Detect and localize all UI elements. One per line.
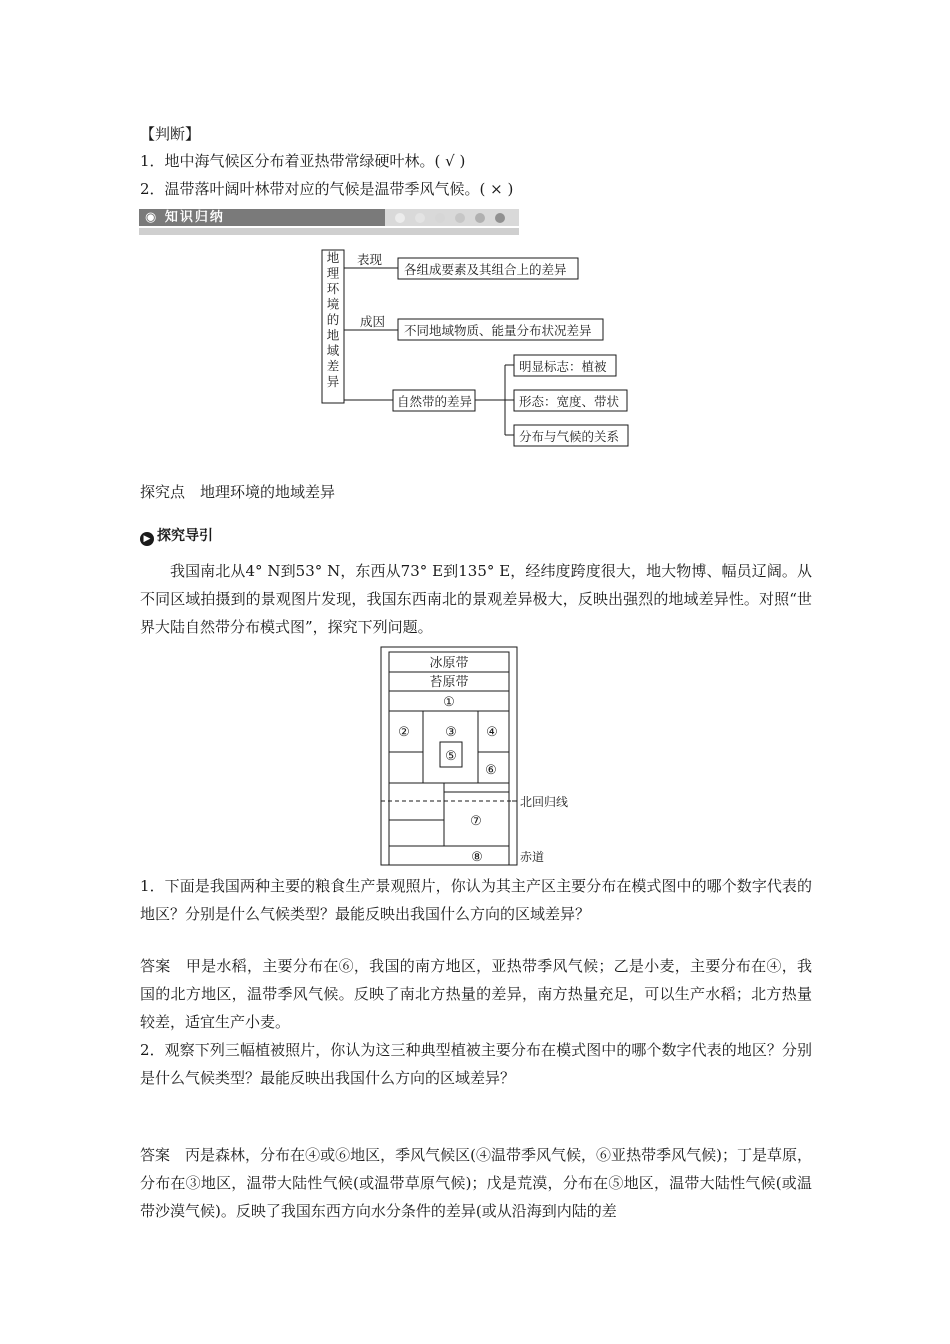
guide-heading (140, 525, 213, 546)
concept-text-cause: 不同地域物质、能量分布状况差异 (404, 323, 592, 338)
question-1: 1．下面是我国两种主要的粮食生产景观照片，你认为其主产区主要分布在模式图中的哪个数字代表的地区？分别是什么气候类型？最能反映出我国什么方向的区域差异？ (140, 877, 812, 923)
tropic-label: 北回归线 (520, 795, 569, 809)
concept-root-text: 地理环境的地域差异 (326, 250, 340, 389)
judge-item-1: 1．地中海气候区分布着亚热带常绿硬叶林。( √ ) (140, 152, 466, 170)
concept-label-cause: 成因 (360, 314, 386, 329)
play-icon: ▶ (140, 532, 154, 546)
section-title: 探究点 地理环境的地域差异 (140, 483, 336, 501)
concept-sub-text: 明显标志：植被 (519, 359, 607, 374)
zone-label: ④ (486, 725, 498, 740)
zone-label: ⑧ (471, 850, 483, 865)
concept-text-expression: 各组成要素及其组合上的差异 (404, 262, 567, 277)
target-icon: ◉ (145, 210, 159, 225)
zone-label: 冰原带 (429, 656, 469, 671)
question-2: 2．观察下列三幅植被照片，你认为这三种典型植被主要分布在模式图中的哪个数字代表的地区？分别是什么气候类型？最能反映出我国什么方向的区域差异？ (140, 1041, 812, 1087)
guide-title: 探究导引 (157, 528, 213, 544)
zone-label: ② (398, 725, 410, 740)
banner-title-text: 知识归纳 (164, 210, 225, 225)
answer-1: 答案 甲是水稻，主要分布在⑥，我国的南方地区，亚热带季风气候；乙是小麦，主要分布在④，我国的北方地区，温带季风气候。反映了南北方热量的差异，南方热量充足，可以生产水稻；北方热量较差，适宜生产小麦。 (140, 957, 812, 1031)
natural-zone-diagram (0, 640, 950, 870)
equator-label: 赤道 (520, 850, 545, 864)
zone-label: ③ (445, 725, 457, 740)
judge-heading: 【判断】 (140, 125, 201, 143)
zone-label: ⑦ (470, 814, 482, 829)
zone-label: ① (443, 695, 455, 710)
concept-sub-text: 分布与气候的关系 (519, 429, 620, 444)
concept-map (0, 0, 950, 460)
answer-2: 答案 丙是森林，分布在④或⑥地区，季风气候区(④温带季风气候，⑥亚热带季风气候)；丁是草原，分布在③地区，温带大陆性气候(或温带草原气候)；戊是荒漠，分布在⑤地区，温带大陆性气候(或温带沙漠气候)。反映了我国东西方向水分条件的差异(或从沿海到内陆的差 (140, 1146, 812, 1220)
judge-item-2: 2．温带落叶阔叶林带对应的气候是温带季风气候。( × ) (140, 180, 514, 198)
concept-label-expression: 表现 (357, 252, 383, 267)
zone-label: ⑤ (445, 749, 457, 764)
zone-label: 苔原带 (429, 675, 469, 690)
zone-label: ⑥ (485, 763, 497, 778)
concept-text-natural-zone: 自然带的差异 (397, 394, 473, 409)
concept-sub-text: 形态：宽度、带状 (519, 394, 620, 409)
intro-paragraph: 我国南北从4° N到53° N，东西从73° E到135° E，经纬度跨度很大，地大物博、幅员辽阔。从不同区域拍摄到的景观图片发现，我国东西南北的景观差异极大，反映出强烈的地域差异性。对照“世界大陆自然带分布模式图”，探究下列问题。 (140, 562, 812, 636)
